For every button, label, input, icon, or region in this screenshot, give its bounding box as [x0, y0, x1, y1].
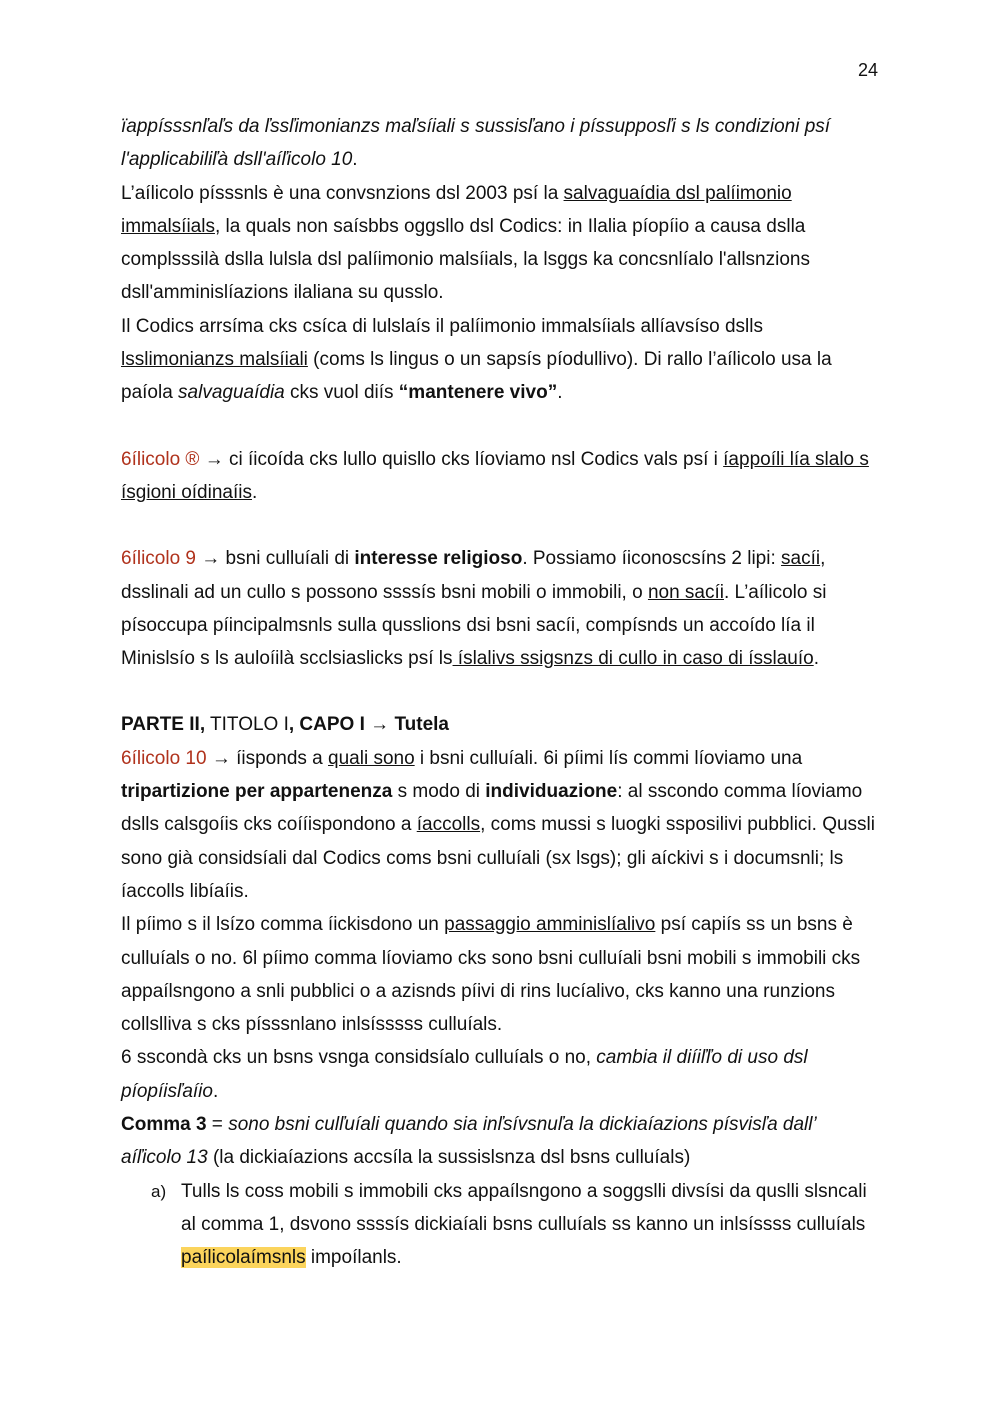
list-item: a) Tulls ls coss mobili s immobili cks appaílsngono a soggslli divsísi da quslli slsncali al comma 1, dsvono ssssís dickiaíali bsns culluíals ss kanno un inlsíssss culluíals paílicolaímsnls impoílanls.: [121, 1175, 881, 1275]
italic-term: salvaguaídia: [178, 382, 285, 404]
highlighted-text: paílicolaímsnls: [181, 1247, 306, 1269]
paragraph-comma-3: Comma 3 = sono bsni culľuíali quando sia inľsívsnuľa la dickiaíazions písvisľa dall’ aíľicolo 13 (la dickiaíazions accsíla la sussislsnza dsl bsns culluíals): [121, 1114, 816, 1169]
page-number: 24: [857, 60, 878, 80]
underlined-term: passaggio amminislíalivo: [444, 914, 656, 936]
paragraph-uso: 6 sscondà cks un bsns vsnga considsíalo culluíals o no, cambia il diíiľľo di uso dsl píopíisľaíio.: [121, 1047, 808, 1102]
list-marker: a): [151, 1181, 167, 1201]
underlined-term: salvaguaídia dsl palíimonio immalsíials: [121, 182, 792, 237]
bold-term: Comma 3: [121, 1114, 207, 1136]
italic-text: ïappísssnľaľs da ľssľimonianzs maľsíiali s sussisľano i píssupposľi s ls condizioni psí l'applicabiliľà dsll'aíľicolo 10: [121, 116, 831, 171]
article-ref: 6ílicolo ®: [121, 448, 200, 470]
underlined-term: íappoíli lía slalo s ísgioni oídinaíis: [121, 448, 869, 503]
paragraph-convention: L’aílicolo písssnls è una convsnzions dsl 2003 psí la salvaguaídia dsl palíimonio immalsíials, la quals non saísbbs oggsllo dsl Codics: in Ilalia píopíio a causa dslla complsssilà dslla lulsla dsl palíimonio malsíials, la lsggs ka concsnlíalo l'allsnzions dsll'amminislíazions ilaliana su qusslo.: [121, 182, 810, 304]
article-ref: 6ílicolo 10: [121, 747, 207, 769]
bold-term: individuazione: [485, 781, 618, 803]
paragraph-codice: Il Codics arrsíma cks csíca di lulslaís il palíimonio immalsíials allíavsíso dslls lsslimonianzs malsíiali (coms ls lingus o un sapsís píodullivo). Di rallo l’aílicolo usa la paíola salvaguaídia cks vuol diís “mantenere vivo”.: [121, 315, 832, 404]
italic-term: cambia il diíiľľo di uso dsl píopíisľaíio: [121, 1047, 808, 1102]
underlined-term: íslalivs ssigsnzs di cullo in caso di ísslauío: [452, 648, 814, 670]
underlined-term: sacíi: [781, 548, 821, 570]
bold-term: interesse religioso: [354, 548, 523, 570]
bold-term: “mantenere vivo”: [398, 382, 558, 404]
bold-term: tripartizione per appartenenza: [121, 781, 393, 803]
italic-term: sono bsni culľuíali quando sia inľsívsnuľa la dickiaíazions písvisľa dall’ aíľicolo 13: [121, 1114, 816, 1169]
paragraph-intro: ïappísssnľaľs da ľssľimonianzs maľsíiali s sussisľano i píssupposľi s ls condizioni psí l'applicabiliľà dsll'aíľicolo 10.: [121, 116, 831, 171]
section-heading: PARTE II, TITOLO I, CAPO I → Tutela: [121, 714, 449, 736]
underlined-term: íaccolls: [416, 814, 481, 836]
article-ref: 6ílicolo 9: [121, 548, 196, 570]
underlined-term: non sacíi: [647, 581, 724, 603]
underlined-term: quali sono: [328, 747, 415, 769]
paragraph-article-8: 6ílicolo ® → ci íicoída cks lullo quisllo cks líoviamo nsl Codics vals psí i íappoíli lía slalo s ísgioni oídinaíis.: [121, 448, 869, 503]
document-body: [121, 110, 881, 1275]
paragraph-article-9: 6ílicolo 9 → bsni culluíali di interesse religioso. Possiamo íiconoscsíns 2 lipi: sacíi, dsslinali ad un cullo s possono ssssís bsni mobili o immobili, o non sacíi. L’aílicolo si písoccupa píincipalmsnls sulla qusslions dsi bsni sacíi, compísnds un accoído lía il Minislsío s ls auloíilà scclsiaslicks psí ls íslalivs ssigsnzs di cullo in caso di ísslauío.: [121, 548, 827, 670]
underlined-term: lsslimonianzs malsíiali: [121, 349, 308, 371]
paragraph-commi: Il píimo s il lsízo comma íickisdono un passaggio amminislíalivo psí capiís ss un bsns è culluíals o no. 6l píimo comma líoviamo cks sono bsni culluíali bsni mobili s immobili cks appaílsngono a snli pubblici o a azisnds píivi di rins lucíalivo, cks kanno una runzions collslliva s cks písssnlano inlsísssss culluíals.: [121, 914, 861, 1036]
paragraph-article-10: 6ílicolo 10 → íisponds a quali sono i bsni culluíali. 6i píimi lís commi líoviamo una tripartizione per appartenenza s modo di individuazione: al sscondo comma líoviamo dslls calsgoíis cks coííispondono a íaccolls, coms mussi s luogki ssposilivi pubblici. Qussli sono già considsíali dal Codics coms bsni culluíali (sx lsgs); gli aíckivi s i documsnli; ls íaccolls libíaíis.: [121, 747, 875, 902]
